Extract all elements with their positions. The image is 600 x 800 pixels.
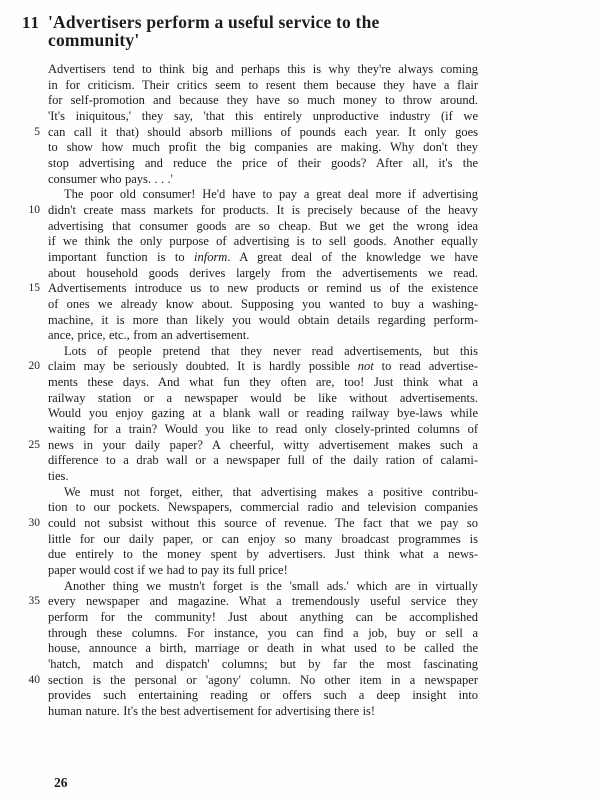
passage-line <box>6 579 478 595</box>
passage-line-text: ance, price, etc., from an advertisement. <box>48 328 250 343</box>
line-number <box>6 453 40 469</box>
line-number <box>6 641 40 657</box>
passage-line-text: railway station or a newspaper would be like without advertisements. <box>48 390 478 405</box>
passage-line-text: The poor old consumer! He'd have to pay a great deal more if advertising <box>64 187 478 202</box>
passage-line <box>6 547 478 563</box>
line-number <box>6 78 40 94</box>
line-number <box>6 579 40 595</box>
passage-header <box>0 0 600 49</box>
passage-line-text: can call it that) should absorb millions of pounds each year. It only goes <box>48 124 478 139</box>
passage-line-text: house, announce a birth, marriage or death in what used to be called the <box>48 641 478 656</box>
passage-line-text: news in your daily paper? A cheerful, witty advertisement makes such a <box>48 437 478 452</box>
passage-line <box>6 673 478 689</box>
line-number <box>6 500 40 516</box>
passage-line-text: if we think the only purpose of advertising is to sell goods. Another equally <box>48 234 478 249</box>
passage-line-text: claim may be seriously doubted. It is hardly possible not to read advertise- <box>48 359 478 374</box>
line-number <box>6 297 40 313</box>
passage-line <box>6 156 478 172</box>
passage-line <box>6 140 478 156</box>
passage-line <box>6 594 478 610</box>
line-number: 5 <box>34 125 40 138</box>
line-number <box>6 469 40 485</box>
line-number <box>6 688 40 704</box>
passage-line-text: advertising that consumer goods are so cheap. But we get the wrong idea <box>48 218 478 233</box>
passage-line-text: could not subsist without this source of revenue. The fact that we pay so <box>48 516 478 531</box>
line-number: 10 <box>28 203 40 216</box>
passage-line-text: important function is to inform. A great deal of the knowledge we have <box>48 249 478 264</box>
line-number: 20 <box>28 360 40 373</box>
passage-line-text: provides such entertaining reading or offers such a deep insight into <box>48 688 478 703</box>
line-number <box>6 563 40 579</box>
line-number <box>6 219 40 235</box>
passage-line <box>6 266 478 282</box>
passage-line-text: Would you enjoy gazing at a blank wall or reading railway bye-laws while <box>48 406 478 421</box>
passage-line-text: Another thing we mustn't forget is the 'small ads.' which are in virtually <box>64 578 478 593</box>
passage-line-text: Advertisements introduce us to new products or remind us of the existence <box>48 281 478 296</box>
passage-line-text: consumer who pays. . . .' <box>48 171 173 186</box>
line-number <box>6 328 40 344</box>
passage-line-text: little for our daily paper, or can enjoy so many broadcast programmes is <box>48 531 478 546</box>
passage-line <box>6 516 478 532</box>
passage-line <box>6 328 478 344</box>
line-number <box>6 313 40 329</box>
line-number <box>6 344 40 360</box>
passage-line <box>6 281 478 297</box>
passage-line <box>6 406 478 422</box>
passage-line-text: stop advertising and reduce the price of their goods? After all, it's the <box>48 155 478 170</box>
passage-line-text: of ones we already know about. Supposing you wanted to buy a washing- <box>48 296 478 311</box>
page-number: 26 <box>54 775 68 790</box>
passage-line-text: 'It's iniquitous,' they say, 'that this entirely unproductive industry (if we <box>48 108 478 123</box>
passage-line-text: through these columns. For instance, you can find a job, buy or sell a <box>48 625 478 640</box>
passage-line-text: Lots of people pretend that they never read advertisements, but this <box>64 343 478 358</box>
passage-line-text: section is the personal or 'agony' column. No other item in a newspaper <box>48 672 478 687</box>
passage-line <box>6 125 478 141</box>
passage-line <box>6 469 478 485</box>
passage-line <box>6 234 478 250</box>
line-number <box>6 250 40 266</box>
passage-body <box>0 62 600 720</box>
line-number <box>6 375 40 391</box>
line-number <box>6 657 40 673</box>
passage-line-text: difference to a drab wall or a newspaper full of the daily ration of calami- <box>48 453 478 468</box>
passage-line <box>6 704 478 720</box>
passage-line <box>6 172 478 188</box>
passage-line-text: waiting for a train? Would you like to read only closely-printed columns of <box>48 422 478 437</box>
line-number <box>6 187 40 203</box>
passage-line-text: perform for the community! Just about anything can be accomplished <box>48 609 478 624</box>
passage-line <box>6 563 478 579</box>
passage-line <box>6 657 478 673</box>
passage-line <box>6 250 478 266</box>
passage-line <box>6 62 478 78</box>
passage-line <box>6 187 478 203</box>
passage-line <box>6 641 478 657</box>
line-number <box>6 234 40 250</box>
line-number <box>6 422 40 438</box>
passage-title <box>48 13 379 49</box>
passage-line <box>6 453 478 469</box>
line-number <box>6 406 40 422</box>
line-number <box>6 156 40 172</box>
passage-line <box>6 626 478 642</box>
passage-line <box>6 610 478 626</box>
passage-line <box>6 203 478 219</box>
passage-line-text: ties. <box>48 469 69 484</box>
passage-line-text: due entirely to the money spent by advertisers. Just think what a news- <box>48 547 478 562</box>
passage-line <box>6 78 478 94</box>
line-number: 25 <box>28 438 40 451</box>
passage-line-text: to show how much profit the big companies are making. Why don't they <box>48 140 478 155</box>
passage-line <box>6 688 478 704</box>
passage-line <box>6 500 478 516</box>
passage-line <box>6 297 478 313</box>
passage-line <box>6 391 478 407</box>
passage-line-text: didn't create mass markets for products. It is precisely because of the heavy <box>48 202 478 217</box>
passage-line-text: about household goods derives largely from the advertisements we read. <box>48 265 478 280</box>
line-number <box>6 626 40 642</box>
line-number: 15 <box>28 282 40 295</box>
passage-line <box>6 359 478 375</box>
passage-line <box>6 93 478 109</box>
passage-line <box>6 344 478 360</box>
line-number <box>6 140 40 156</box>
line-number <box>6 704 40 720</box>
line-number <box>6 547 40 563</box>
line-number <box>6 62 40 78</box>
line-number: 35 <box>28 595 40 608</box>
passage-line-text: every newspaper and magazine. What a tremendously useful service they <box>48 594 478 609</box>
passage-line-text: in for criticism. Their critics seem to resent them because they have a flair <box>48 77 478 92</box>
line-number <box>6 391 40 407</box>
passage-line <box>6 438 478 454</box>
line-number <box>6 610 40 626</box>
line-number: 40 <box>28 673 40 686</box>
passage-line <box>6 422 478 438</box>
passage-line-text: machine, it is more than likely you would obtain details regarding perform- <box>48 312 478 327</box>
passage-title-line-2: community' <box>48 30 140 50</box>
passage-line-text: human nature. It's the best advertisement for advertising there is! <box>48 703 376 718</box>
line-number <box>6 109 40 125</box>
line-number: 30 <box>28 517 40 530</box>
line-number <box>6 485 40 501</box>
passage-line <box>6 375 478 391</box>
passage-line <box>6 109 478 125</box>
line-number <box>6 266 40 282</box>
passage-line-text: paper would cost if we had to pay its full price! <box>48 563 288 577</box>
passage-line-text: We must not forget, either, that advertising makes a positive contribu- <box>64 484 478 499</box>
passage-line-text: 'hatch, match and dispatch' columns; but by far the most fascinating <box>48 656 478 671</box>
line-number <box>6 172 40 188</box>
passage-line <box>6 485 478 501</box>
passage-line <box>6 532 478 548</box>
unit-number: 11 <box>21 13 40 32</box>
passage-line <box>6 313 478 329</box>
passage-title-line-1: 'Advertisers perform a useful service to the <box>48 12 380 32</box>
line-number <box>6 532 40 548</box>
passage-line-text: Advertisers tend to think big and perhaps this is why they're always coming <box>48 62 478 76</box>
passage-line-text: tion to our pockets. Newspapers, commercial radio and television companies <box>48 500 478 515</box>
passage-line-text: for self-promotion and because they have so much money to throw around. <box>48 93 478 108</box>
passage-line-text: ments these days. And what fun they often are, too! Just think what a <box>48 375 478 390</box>
line-number <box>6 93 40 109</box>
passage-line <box>6 219 478 235</box>
